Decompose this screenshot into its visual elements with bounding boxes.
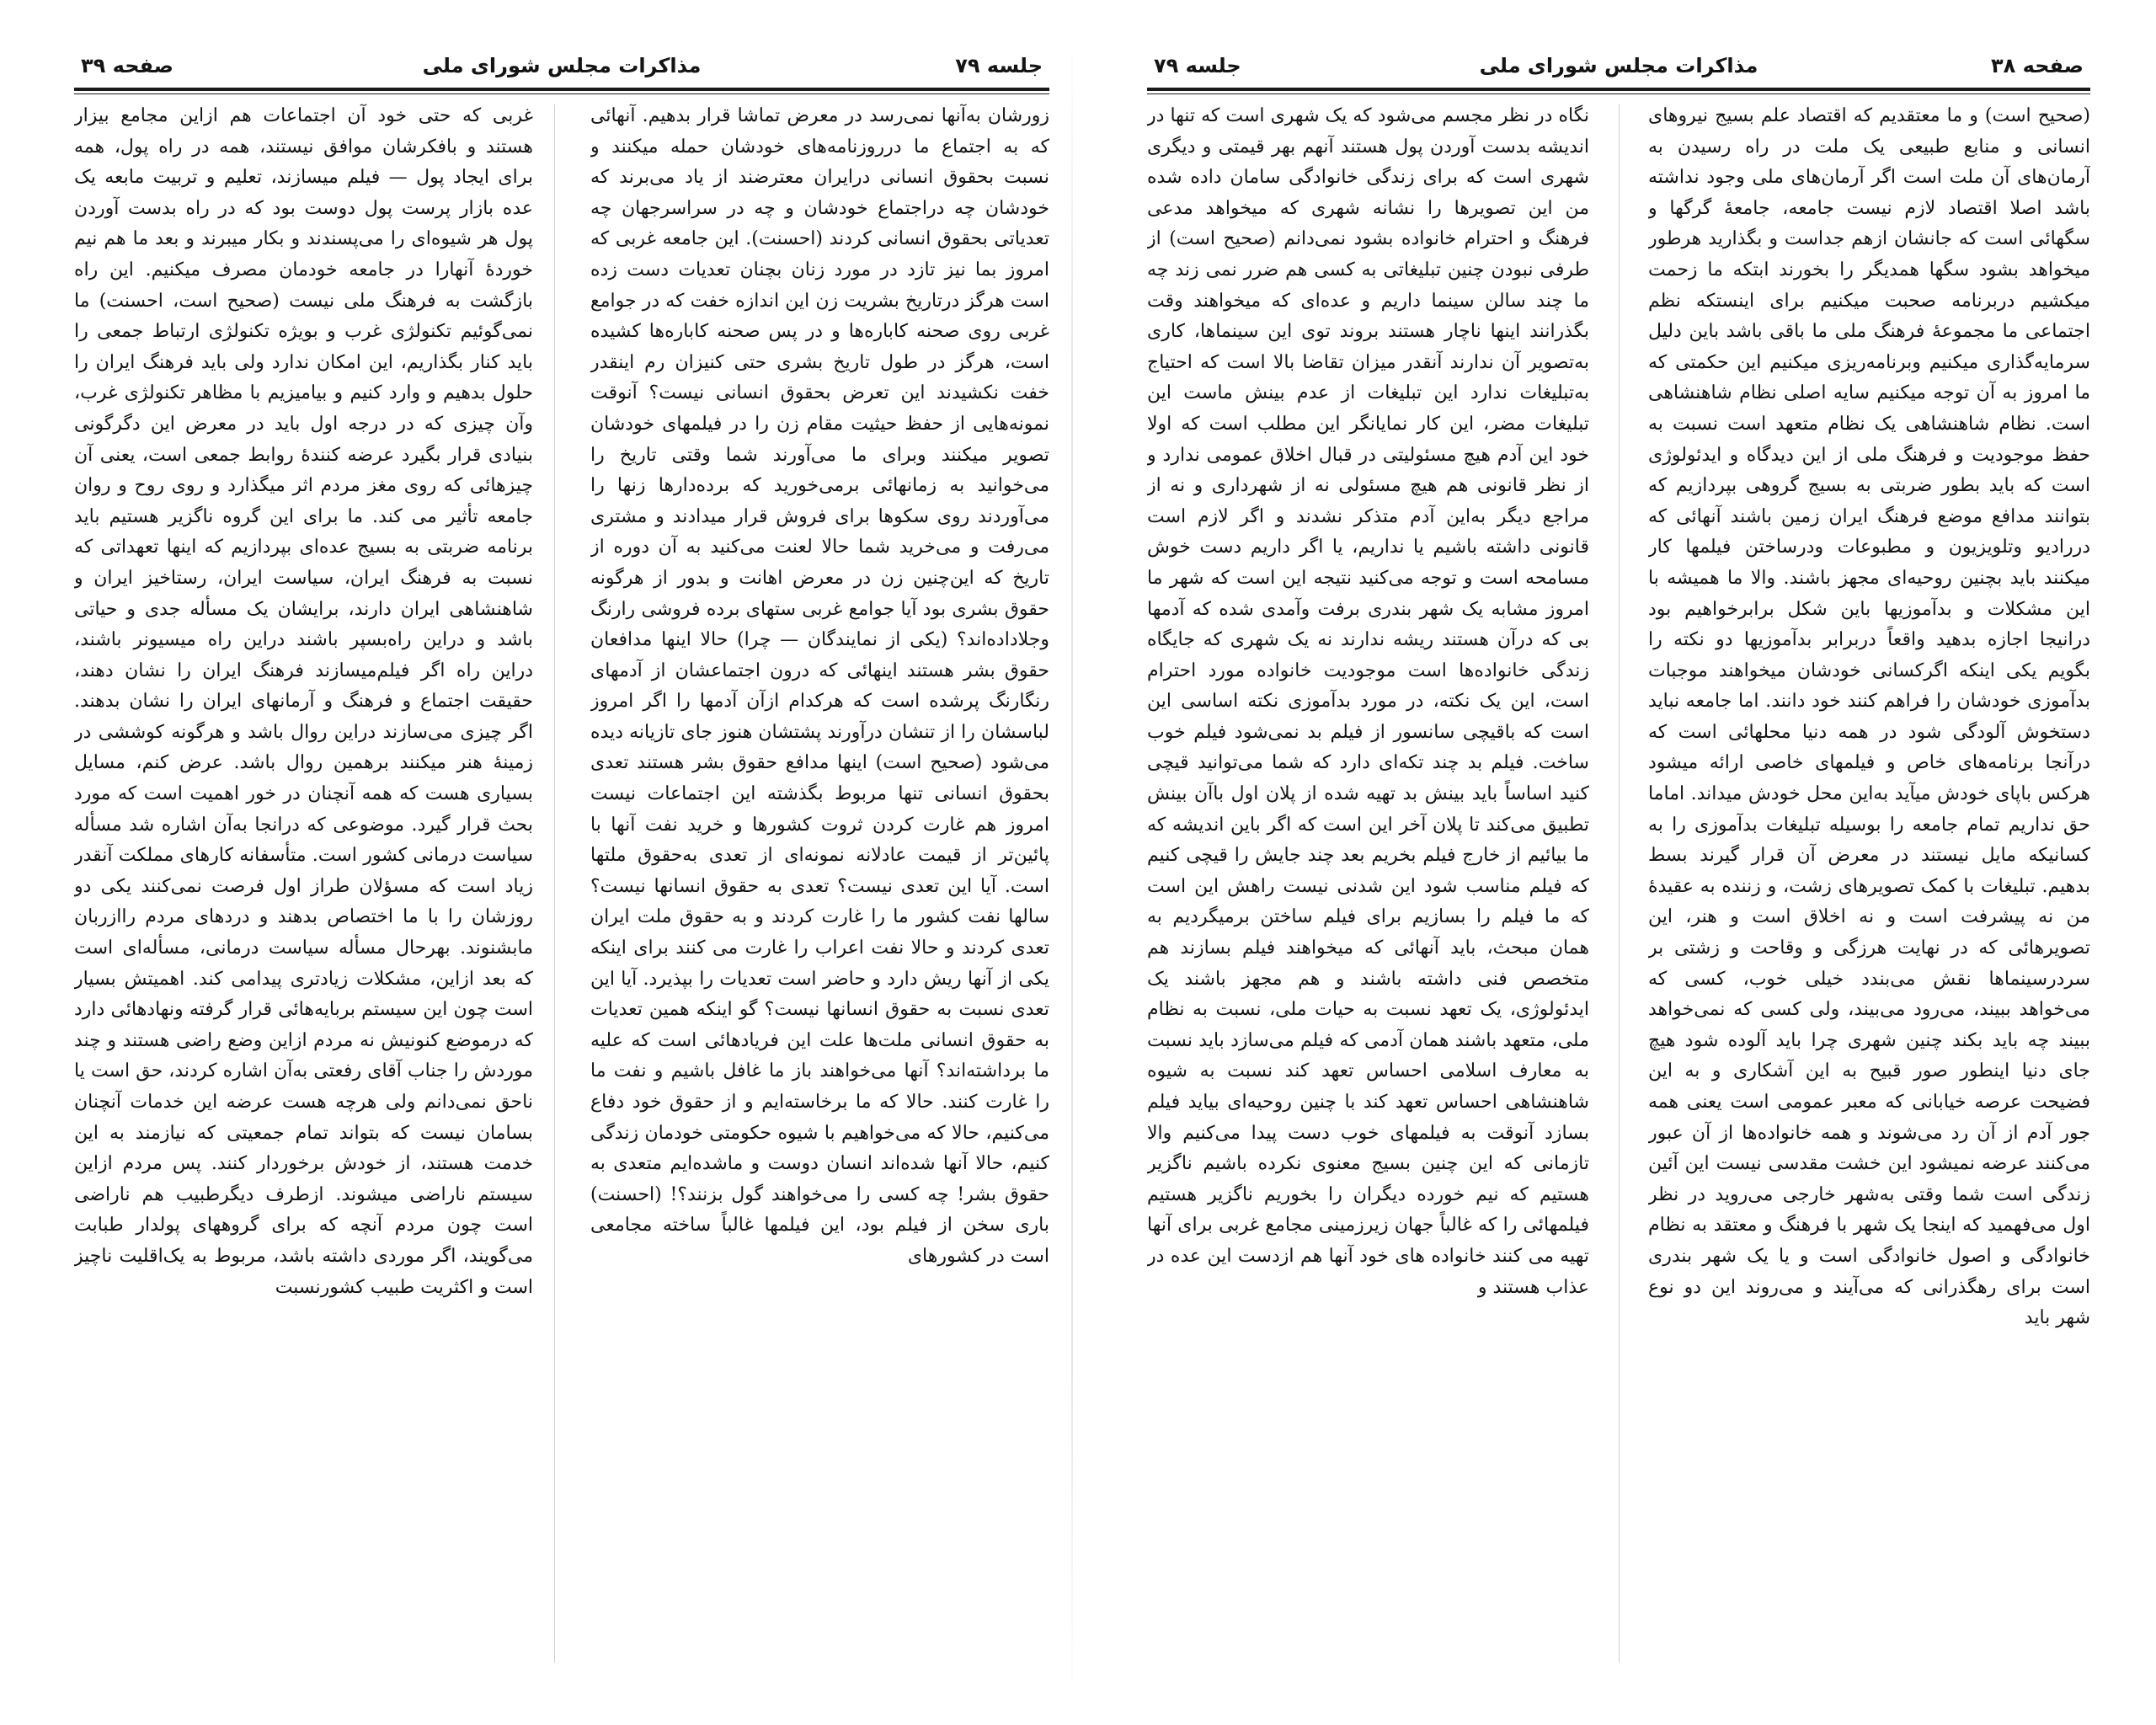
column-text: زورشان به‌آنها نمی‌رسد در معرض تماشا قرار بدهیم. آنهائی که به اجتماع ما درروزنامه‌های خودشان حمله میکنند و نسبت بحقوق انسانی درایران معترضند از یاد می‌برند که خودشان چه دراجتماع خودشان و چه در سراسرجهان چه تعدیاتی بحقوق انسانی کردند (احسنت). این جامعه غربی که امروز بما نیز تازد در مورد زنان بچنان تعدیات دست زده است هرگز درتاریخ بشریت زن این اندازه خفت که در جوامع غربی روی صحنه کاباره‌ها و در پس صحنه کاباره‌ها کشیده است، هرگز در طول تاریخ بشری حتی کنیزان رم اینقدر خفت نکشیدند این تعرض بحقوق انسانی نیست؟ آنوقت نمونه‌هایی از حفظ حیثیت مقام زن را در فیلمهای خودشان تصویر میکنند وبرای ما می‌آورند شما وقتی تاریخ را می‌خوانید به زمانهائی برمی‌خورید که برده‌دارها زنها را می‌آوردند روی سکوها برای فروش قرار میدادند و مشتری می‌رفت و می‌خرید شما حالا لعنت می‌کنید به آن دوره از تاریخ که این‌چنین زن در معرض اهانت و بدور از هرگونه حقوق بشری بود آیا جوامع غربی ستهای برده فروشی رارنگ وجلاداده‌اند؟ (یکی از نمایندگان — چرا) حالا اینها مدافعان حقوق بشر هستند اینهائی که درون اجتماعشان از آدمهای رنگارنگ پرشده است که هرکدام ازآن آدمها را اگر امروز لباسشان را از تنشان درآورند پشتشان هنوز جای تازیانه دیده می‌شود (صحیح است) اینها مدافع حقوق بشر هستند تعدی بحقوق انسانی تنها مربوط بگذشته این اجتماعات نیست امروز هم غارت کردن ثروت کشورها و خرید نفت آنها با پائین‌تر از قیمت عادلانه نمونه‌ای از تعدی به‌حقوق ملتها است. آیا این تعدی نیست؟ تعدی به حقوق انسانها نیست؟ سالها نفت کشور ما را غارت کردند و به حقوق ملت ایران تعدی کردند و حالا نفت اعراب را غارت می کنند برای اینکه یکی از آنها ریش دارد و حاضر است تعدیات را بپذیرد. آیا این تعدی نسبت به حقوق انسانها نیست؟ گو اینکه همین تعدیات به حقوق انسانی ملت‌ها علت این فریادهائی است که علیه ما برداشته‌اند؟ آنها می‌خواهند باز ما غافل باشیم و نفت ما را غارت کنند. حالا که ما برخاسته‌ایم و از حقوق خود دفاع می‌کنیم، حالا که می‌خواهیم با شیوه حکومتی خودمان زندگی کنیم، حالا آنها شده‌اند انسان دوست و ماشده‌ایم متعدی به حقوق بشر! چه کسی را می‌خواهند گول بزنند؟! (احسنت) باری سخن از فیلم بود، این فیلمها غالباً ساخته مجامعی است در کشورهای — [590, 105, 1049, 1267]
session-label: جلسه ۷۹ — [1154, 54, 1241, 77]
header-rule — [74, 88, 1049, 91]
page-38 — [1147, 51, 2090, 1676]
book-gutter — [1071, 34, 1073, 1701]
text-column-right — [1648, 101, 2090, 1668]
column-divider — [554, 104, 555, 1663]
page-number: صفحه ۳۸ — [1991, 54, 2084, 77]
column-text: (صحیح است) و ما معتقدیم که اقتصاد علم بسیج نیروهای انسانی و منابع طبیعی یک ملت در راه رسیدن به آرمان‌های آن ملت است اگر آرمان‌های ملی وجود نداشته باشد اصلا اقتصاد لازم نیست جامعه، جامعهٔ گرگها و سگهائی است که جانشان ازهم جداست و بگذارید هرطور میخواهد بشود سگها همدیگر را بخورند ابتکه ما زحمت میکشیم دربرنامه صحبت میکنیم برای اینستکه نظم اجتماعی ما مجموعهٔ فرهنگ ملی ما باقی باشد باین دلیل سرمایه‌گذاری میکنیم وبرنامه‌ریزی میکنیم این حکمتی که ما امروز به آن توجه میکنیم سایه اصلی نظام شاهنشاهی است. نظام شاهنشاهی یک نظام متعهد است نسبت به حفظ موجودیت و فرهنگ ملی از این دیدگاه و ایدئولوژی است که باید بطور ضربتی به بسیج گروهی بپردازیم که بتوانند مدافع موضع فرهنگ ایران زمین باشند آنهائی که دررادیو وتلویزیون و مطبوعات ودرساختن فیلمها کار میکنند باید بچنین روحیه‌ای مجهز باشند. والا ما همیشه با این مشکلات و بدآموزیها باین شکل برابرخواهیم بود درانیجا اجازه بدهید واقعاً دربرابر بدآموزیها دو نکته را بگویم یکی اینکه اگرکسانی خودشان میخواهند موجبات بدآموزی خودشان را فراهم کنند خود دانند. اما جامعه نباید دستخوش آلودگی شود در همه دنیا محلهائی است که درآنجا برنامه‌های خاص و فیلمهای خاصی ارائه میشود هرکس باپای خودش میآید به‌این محل خودش میداند. اماما حق نداریم تمام جامعه را بوسیله تبلیغات بدآموزی را به کسانیکه مایل نیستند در معرض آن قرار گیرند بسط بدهیم. تبلیغات با کمک تصویرهای زشت، و زننده به عقیدهٔ من نه پیشرفت است و نه اخلاق است و هنر، این تصویرهائی که در نهایت هرزگی و وقاحت و زشتی بر سردرسینماها نقش می‌بندد خیلی خوب، کسی که می‌خواهد ببیند، می‌رود می‌بیند، ولی کسی که نمی‌خواهد ببیند چه باید بکند چنین شهری چرا باید آلوده شود هیچ جای دنیا اینطور صور قبیح به این آشکاری و به این فضیحت عرصه خیابانی که معبر عمومی است یعنی همه جور آدم از آن رد می‌شوند و همه خانواده‌ها از آن عبور می‌کنند عرضه نمیشود این خشت مقدسی نیست این آئین زندگی است شما وقتی به‌شهر خارجی می‌روید در نظر اول می‌فهمید که اینجا یک شهر با فرهنگ و معتقد به نظام خانوادگی و اصول خانوادگی است و یا یک شهر بندری است برای رهگذرانی که می‌آیند و می‌روند این دو نوع شهر باید — [1648, 105, 2090, 1329]
journal-title: مذاکرات مجلس شورای ملی — [422, 54, 702, 77]
header-rule — [1147, 88, 2090, 91]
page-header — [74, 51, 1049, 84]
column-text: غربی که حتی خود آن اجتماعات هم ازاین مجامع بیزار هستند و بافکرشان موافق نیستند، همه در راه پول، همه برای ایجاد پول — فیلم میسازند، تعلیم و تربیت مابعه یک عده بازار پرست پول دوست بود که در راه بدست آوردن پول هر شیوه‌ای را می‌پسندند و بکار میبرند و بعد ما هم نیم خوردهٔ آنهارا در جامعه خودمان مصرف میکنیم. این راه بازگشت به فرهنگ ملی نیست (صحیح است، احسنت) ما نمی‌گوئیم تکنولژی غرب و بویژه تکنولژی ارتباط جمعی را باید کنار بگذاریم، این امکان ندارد ولی باید فرهنگ ایران را حلول بدهیم و وارد کنیم و بیامیزیم با مظاهر تکنولژی غرب، وآن چیزی که در درجه اول باید در معرض این دگرگونی بنیادی قرار بگیرد عرضه کنندهٔ روابط جمعی است، یعنی آن چیزهائی که روی مغز مردم اثر میگذارد و روی روح و روان جامعه تأثیر می کند. ما برای این گروه ناگزیر هستیم باید برنامه ضربتی به بسیج عده‌ای بپردازیم که اینها تعهداتی که نسبت به فرهنگ ایران، سیاست ایران، رستاخیز ایران و شاهنشاهی ایران دارند، برایشان یک مسأله جدی و حیاتی باشد و دراین راه‌بسپر باشند دراین راه میسیونر باشند، دراین راه اگر فیلم‌میسازند فرهنگ ایران را نشان دهند، حقیقت اجتماع و فرهنگ و آرمانهای ایران را نشان بدهند. اگر چیزی می‌سازند دراین روال باشد و هرگونه کوششی در زمینهٔ هنر میکنند برهمین روال باشد. عرض کنم، مسایل بسیاری هست که همه آنچنان در خور اهمیت است که مورد بحث قرار گیرد. موضوعی که درانجا به‌آن اشاره شد مسأله سیاست درمانی کشور است. متأسفانه کارهای مملکت آنقدر زیاد است که مسؤلان طراز اول فرصت نمی‌کنند یکی دو روزشان را با ما اختصاص بدهند و دردهای مردم راازربان مابشنوند. بهرحال مسأله سیاست درمانی، مسأله‌ای است که بعد ازاین، مشکلات زیادتری پیدامی کند. اهمیتش بسیار است چون این سیستم بربایه‌هائی قرار گرفته ونهادهائی دارد که درموضع کنونیش نه مردم ازاین وضع راضی هستند و چند موردش را جناب آقای رفعتی به‌آن اشاره کردند، حق است یا ناحق نمی‌دانم ولی هرچه هست عرضه این خدمات آنچنان بسامان نیست که بتواند تمام جمعیتی که نیازمند به این خدمت هستند، از خودش برخوردار کنند. پس مردم ازاین سیستم ناراضی میشوند. ازطرف دیگرطبیب هم ناراضی است چون مردم آنچه که برای گروههای پولدار طبابت می‌گویند، اگر موردی داشته باشد، مربوط به یک‌اقلیت ناچیز است و اکثریت طبیب کشورنسبت — [74, 105, 533, 1298]
text-column-left — [74, 101, 533, 1668]
column-divider — [1619, 104, 1620, 1663]
page-number: صفحه ۳۹ — [81, 54, 173, 77]
text-column-right — [590, 101, 1049, 1668]
column-text: نگاه در نظر مجسم می‌شود که یک شهری است که تنها در اندیشه بدست آوردن پول هستند آنهم بهر قیمتی و دیگری شهری است که برای زندگی خانوادگی سامان داده شده من این تصویرها را نشانه شهری که میخواهد مدعی فرهنگ و احترام خانواده بشود نمی‌دانم (صحیح است) از طرفی نبودن چنین تبلیغاتی به کسی هم ضرر نمی زند چه ما چند سالن سینما داریم و عده‌ای که میخواهند وقت بگذرانند اینها ناچار هستند بروند توی این سینماها، کاری به‌تصویر آن ندارند آنقدر میزان تقاضا بالا است که احتیاج به‌تبلیغات ندارد این تبلیغات از عدم بینش ماست این تبلیغات مضر، این کار نمایانگر این مطلب است که اولا خود این آدم هیچ مسئولیتی در قبال اخلاق عمومی ندارد و از نظر قانونی هم هیچ مسئولی نه از شهرداری و نه از مراجع دیگر به‌این آدم متذکر نشدند و اگر لازم است قانونی داشته باشیم یا نداریم، یا اگر داریم دست خوش مسامحه است و توجه می‌کنید نتیجه این است که شهر ما امروز مشابه یک شهر بندری برفت وآمدی شده که آدمها بی که درآن هستند ریشه ندارند نه یک شهری که جایگاه زندگی خانواده‌ها است موجودیت خانواده مورد احترام است، این یک نکته، در مورد بدآموزی نکته اساسی این است که باقیچی سانسور از فیلم بد نمی‌شود فیلم خوب ساخت. فیلم بد چند تکه‌ای دارد که شما می‌توانید قیچی کنید اساساً باید بینش بد تهیه شده از پلان اول باآن بینش تطبیق می‌کند تا پلان آخر این است که اگر باین اندیشه که ما بیائیم از خارج فیلم بخریم بعد چند جایش را قیچی کنیم که فیلم مناسب شود این شدنی نیست راهش این است که ما فیلم را بسازیم برای فیلم ساختن برمیگردیم به همان مبحث، باید آنهائی که میخواهند فیلم بسازند هم متخصص فنی داشته باشند و هم مجهز باشند یک ایدئولوژی، یک تعهد نسبت به حیات ملی، نسبت به نظام ملی، متعهد باشند همان آدمی که فیلم می‌سازد باید نسبت به معارف اسلامی احساس تعهد کند نسبت به شیوه شاهنشاهی احساس تعهد کند با چنین روحیه‌ای بیاید فیلم بسازد آنوقت به فیلمهای خوب دست پیدا می‌کنیم والا تازمانی که این چنین بسیج معنوی نکرده باشیم ناگزیر هستیم که نیم خورده دیگران را بخوریم ناگزیر هستیم فیلمهائی را که غالباً جهان زیرزمینی مجامع غربی برای آنها تهیه می کنند خانواده های خود آنها هم ازدست این عده در عذاب هستند و — [1147, 105, 1589, 1298]
text-column-left — [1147, 101, 1589, 1668]
page-header — [1147, 51, 2090, 84]
journal-title: مذاکرات مجلس شورای ملی — [1479, 54, 1758, 77]
session-label: جلسه ۷۹ — [955, 54, 1043, 77]
page-39 — [74, 51, 1049, 1676]
